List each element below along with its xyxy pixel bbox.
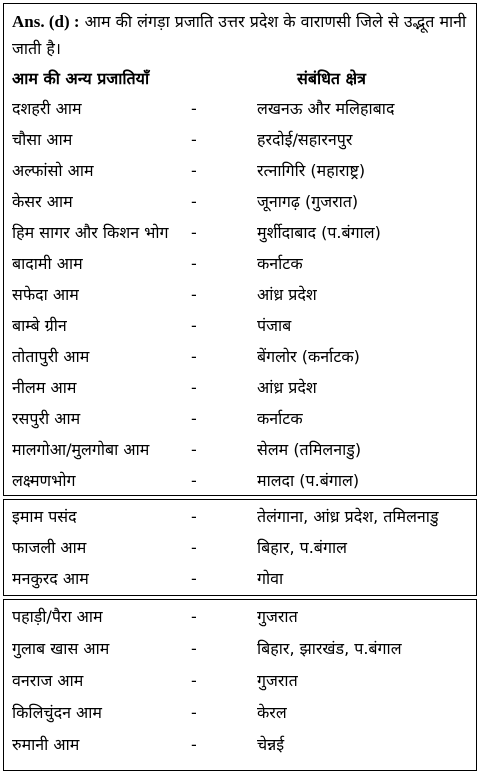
variety-name: नीलम आम <box>12 378 77 397</box>
variety-name: रुमानी आम <box>12 735 80 754</box>
variety-name: गुलाब खास आम <box>12 639 110 658</box>
region-name: बिहार, झारखंड, प.बंगाल <box>257 639 402 658</box>
table-row <box>4 218 476 248</box>
table-row <box>4 156 476 186</box>
table-row <box>4 466 476 496</box>
separator-dash: - <box>191 192 197 211</box>
separator-dash: - <box>191 703 197 722</box>
table-row <box>4 94 476 124</box>
answer-intro <box>12 8 472 62</box>
region-name: तेलंगाना, आंध्र प्रदेश, तमिलनाडु <box>257 507 439 526</box>
variety-name: इमाम पसंद <box>12 507 77 526</box>
variety-name: केसर आम <box>12 192 73 211</box>
table-row <box>4 533 476 563</box>
separator-dash: - <box>191 471 197 490</box>
table-row <box>4 404 476 434</box>
variety-name: तोतापुरी आम <box>12 347 90 366</box>
variety-name: हिम सागर और किशन भोग <box>12 223 169 242</box>
table-row <box>4 730 476 760</box>
separator-dash: - <box>191 538 197 557</box>
region-name: जूनागढ़ (गुजरात) <box>257 192 359 211</box>
table-row <box>4 602 476 632</box>
separator-dash: - <box>191 507 197 526</box>
separator-dash: - <box>191 378 197 397</box>
answer-box-main <box>3 3 477 496</box>
region-name: चेन्नई <box>257 735 285 754</box>
separator-dash: - <box>191 130 197 149</box>
column-header-varieties: आम की अन्य प्रजातियाँ <box>12 69 150 88</box>
region-name: सेलम (तमिलनाडु) <box>257 440 362 459</box>
variety-name: अल्फांसो आम <box>12 161 94 180</box>
region-name: हरदोई/सहारनपुर <box>257 130 353 149</box>
separator-dash: - <box>191 161 197 180</box>
variety-name: बादामी आम <box>12 254 83 273</box>
region-name: लखनऊ और मलिहाबाद <box>257 99 395 118</box>
variety-name: मनकुरद आम <box>12 569 89 588</box>
table-row <box>4 342 476 372</box>
region-name: गुजरात <box>257 607 298 626</box>
table-row <box>4 698 476 728</box>
region-name: कर्नाटक <box>257 254 303 273</box>
variety-name: रसपुरी आम <box>12 409 81 428</box>
variety-name: दशहरी आम <box>12 99 82 118</box>
separator-dash: - <box>191 223 197 242</box>
separator-dash: - <box>191 285 197 304</box>
region-name: गोवा <box>257 569 284 588</box>
region-name: बिहार, प.बंगाल <box>257 538 347 557</box>
variety-name: बाम्बे ग्रीन <box>12 316 67 335</box>
table-row <box>4 435 476 465</box>
answer-box-third <box>3 599 477 771</box>
region-name: पंजाब <box>257 316 292 335</box>
region-name: रत्नागिरि (महाराष्ट्र) <box>257 161 366 180</box>
table-row <box>4 187 476 217</box>
table-row <box>4 564 476 594</box>
table-row <box>4 125 476 155</box>
variety-name: मालगोआ/मुलगोबा आम <box>12 440 150 459</box>
region-name: मालदा (प.बंगाल) <box>257 471 360 490</box>
variety-name: वनराज आम <box>12 671 84 690</box>
variety-name: किलिचुंदन आम <box>12 703 102 722</box>
separator-dash: - <box>191 316 197 335</box>
region-name: बेंगलोर (कर्नाटक) <box>257 347 360 366</box>
answer-box-second <box>3 499 477 596</box>
variety-name: फाजली आम <box>12 538 87 557</box>
table-row <box>4 634 476 664</box>
region-name: केरल <box>257 703 287 722</box>
separator-dash: - <box>191 607 197 626</box>
table-row <box>4 373 476 403</box>
table-row <box>4 666 476 696</box>
variety-name: सफेदा आम <box>12 285 79 304</box>
table-row <box>4 502 476 532</box>
separator-dash: - <box>191 347 197 366</box>
separator-dash: - <box>191 569 197 588</box>
region-name: आंध्र प्रदेश <box>257 285 317 304</box>
region-name: मुर्शीदाबाद (प.बंगाल) <box>257 223 381 242</box>
region-name: गुजरात <box>257 671 298 690</box>
answer-text: आम की लंगड़ा प्रजाति उत्तर प्रदेश के वाराणसी जिले से उद्भूत मानी जाती है। <box>12 12 467 58</box>
column-header-regions: संबंधित क्षेत्र <box>297 69 366 88</box>
separator-dash: - <box>191 735 197 754</box>
separator-dash: - <box>191 639 197 658</box>
separator-dash: - <box>191 409 197 428</box>
separator-dash: - <box>191 99 197 118</box>
separator-dash: - <box>191 254 197 273</box>
answer-label: Ans. (d) : <box>12 12 80 31</box>
variety-name: लक्ष्मणभोग <box>12 471 76 490</box>
region-name: आंध्र प्रदेश <box>257 378 317 397</box>
variety-name: चौसा आम <box>12 130 73 149</box>
table-row <box>4 280 476 310</box>
separator-dash: - <box>191 671 197 690</box>
region-name: कर्नाटक <box>257 409 303 428</box>
separator-dash: - <box>191 440 197 459</box>
variety-name: पहाड़ी/पैरा आम <box>12 607 103 626</box>
table-row <box>4 249 476 279</box>
table-row <box>4 311 476 341</box>
